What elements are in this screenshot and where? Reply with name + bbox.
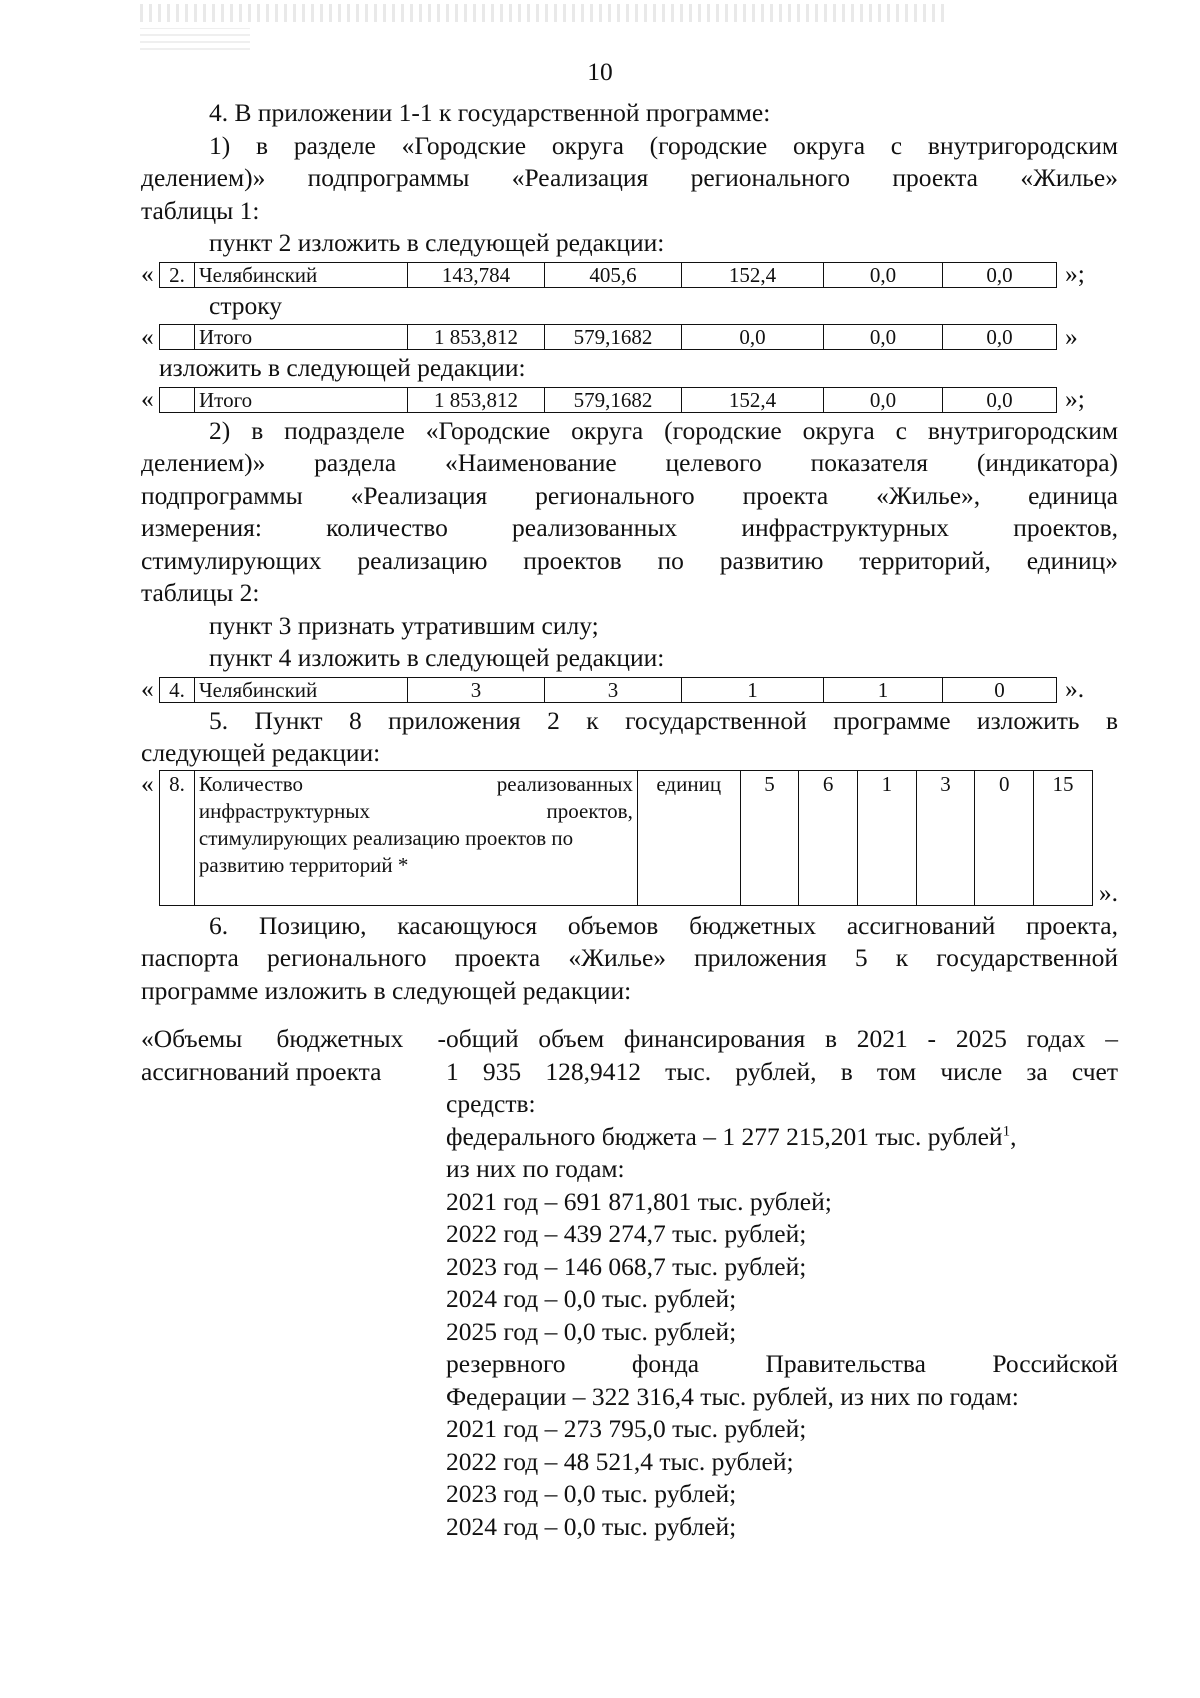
cell-v3: 152,4 — [682, 262, 824, 287]
s5-line-2: следующей редакции: — [141, 738, 381, 767]
s6-line-1: 6. Позицию, касающуюся объемов бюджетных ассигнований проекта, — [209, 910, 1118, 940]
funding-block — [141, 1023, 1118, 1543]
cell-v5: 0,0 — [943, 387, 1057, 412]
funding-line-8: 2023 год – 146 068,7 тыс. рублей; — [446, 1251, 807, 1281]
indicator-line-2: инфраструктурных проектов, — [198, 798, 633, 823]
page-number: 10 — [587, 57, 613, 86]
cell-value: 5 — [740, 770, 799, 905]
cell-v1: 1 853,812 — [408, 387, 545, 412]
cell-v3: 1 — [682, 677, 824, 702]
cell-v2: 579,1682 — [545, 387, 682, 412]
close-quote: ». — [1065, 674, 1085, 704]
funding-line-14: 2022 год – 48 521,4 тыс. рублей; — [446, 1446, 794, 1476]
line-intro: строку — [209, 290, 283, 320]
close-quote: »; — [1065, 384, 1085, 414]
appendix2-row-8 — [159, 770, 1093, 906]
funding-line-7: 2022 год – 439 274,7 тыс. рублей; — [446, 1219, 807, 1248]
scan-artifact-top — [140, 4, 950, 22]
table2-row-4-line — [141, 675, 1118, 705]
cell-v1: 143,784 — [408, 262, 545, 287]
indicator-line-4: развитию территорий * — [198, 852, 409, 877]
cell-v1: 3 — [408, 677, 545, 702]
funding-line-4 — [446, 1121, 1118, 1154]
cell-name: Итого — [195, 387, 408, 412]
funding-line-5: из них по годам: — [446, 1154, 625, 1183]
cell-v2: 579,1682 — [545, 325, 682, 350]
s4-p1-line-1: 1) в разделе «Городские округа (городские округа с внутригородским — [209, 130, 1118, 160]
s4-p2-line-1: 2) в подразделе «Городские округа (городские округа с внутригородским — [209, 415, 1118, 445]
funding-line-15: 2023 год – 0,0 тыс. рублей; — [446, 1479, 737, 1508]
s4-p2-line-3: подпрограммы «Реализация регионального проекта «Жилье», единица — [141, 480, 1118, 510]
appendix2-row-8-line — [141, 770, 1118, 906]
table1-row-2-line — [141, 260, 1118, 290]
cell-v4: 0,0 — [824, 325, 943, 350]
section-4-heading: 4. В приложении 1-1 к государственной программе: — [209, 98, 771, 127]
open-quote: « — [141, 674, 154, 704]
table2-row-4 — [159, 677, 1057, 703]
cell-v3: 0,0 — [682, 325, 824, 350]
indicator-line-1: Количество реализованных — [198, 771, 633, 796]
federal-budget-text: федерального бюджета – 1 277 215,201 тыс. рублей — [446, 1121, 1003, 1151]
indicator-line-3: стимулирующих реализацию проектов по — [198, 825, 574, 850]
s6-line-2: паспорта регионального проекта «Жилье» приложения 5 к государственной — [141, 943, 1118, 972]
table1-total-old-line — [141, 322, 1118, 352]
cell-value: 15 — [1034, 770, 1093, 905]
cell-v2: 3 — [545, 677, 682, 702]
cell-v5: 0,0 — [943, 325, 1057, 350]
cell-unit: единиц — [637, 770, 740, 905]
total-intro: изложить в следующей редакции: — [159, 353, 526, 382]
open-quote: « — [141, 768, 154, 798]
cell-value: 1 — [857, 770, 916, 905]
cell-v4: 0,0 — [824, 387, 943, 412]
funding-line-12: Федерации – 322 316,4 тыс. рублей, из них по годам: — [446, 1381, 1019, 1411]
funding-label — [141, 1023, 446, 1543]
close-quote: » — [1065, 321, 1078, 351]
cell-num — [160, 325, 195, 350]
funding-line-16: 2024 год – 0,0 тыс. рублей; — [446, 1511, 737, 1541]
cell-v1: 1 853,812 — [408, 325, 545, 350]
cell-v4: 0,0 — [824, 262, 943, 287]
document-body — [141, 97, 1118, 1543]
close-quote: ». — [1098, 877, 1118, 907]
cell-v5: 0,0 — [943, 262, 1057, 287]
cell-num: 4. — [160, 677, 195, 702]
s4-p2-line-5: стимулирующих реализацию проектов по развитию территорий, единиц» — [141, 545, 1118, 575]
cell-value: 6 — [799, 770, 858, 905]
s5-line-1: 5. Пункт 8 приложения 2 к государственной программе изложить в — [209, 705, 1118, 735]
s4-p2-line-2: делением)» раздела «Наименование целевого показателя (индикатора) — [141, 448, 1118, 477]
open-quote: « — [141, 384, 154, 414]
table1-total-new-line — [141, 385, 1118, 415]
cell-v3: 152,4 — [682, 387, 824, 412]
cell-v4: 1 — [824, 677, 943, 702]
s4-p2-line-6: таблицы 2: — [141, 578, 260, 607]
cell-value: 0 — [975, 770, 1034, 905]
cell-num: 8. — [160, 770, 195, 905]
footnote-suffix: , — [1010, 1121, 1017, 1151]
funding-line-6: 2021 год – 691 871,801 тыс. рублей; — [446, 1186, 832, 1216]
item-2-intro: пункт 2 изложить в следующей редакции: — [209, 228, 665, 257]
funding-line-9: 2024 год – 0,0 тыс. рублей; — [446, 1284, 737, 1313]
funding-line-10: 2025 год – 0,0 тыс. рублей; — [446, 1316, 737, 1346]
open-quote: « — [141, 321, 154, 351]
cell-name: Челябинский — [195, 677, 408, 702]
cell-name: Челябинский — [195, 262, 408, 287]
funding-label-line-1: «Объемы бюджетных - — [141, 1024, 446, 1053]
scan-artifact-left — [140, 28, 250, 50]
footnote-marker: 1 — [1002, 1123, 1011, 1139]
funding-line-13: 2021 год – 273 795,0 тыс. рублей; — [446, 1414, 807, 1443]
s4-p2-line-4: измерения: количество реализованных инфраструктурных проектов, — [141, 513, 1118, 542]
cell-num — [160, 387, 195, 412]
funding-line-2: 1 935 128,9412 тыс. рублей, в том числе за счет — [446, 1056, 1118, 1086]
s4-p1-line-3: таблицы 1: — [141, 195, 260, 225]
close-quote: »; — [1065, 259, 1085, 289]
s4-p1-line-2: делением)» подпрограммы «Реализация регионального проекта «Жилье» — [141, 163, 1118, 192]
cell-value: 3 — [916, 770, 975, 905]
item-4-intro: пункт 4 изложить в следующей редакции: — [209, 643, 665, 672]
item-3: пункт 3 признать утратившим силу; — [209, 610, 599, 640]
s6-line-3: программе изложить в следующей редакции: — [141, 975, 632, 1005]
cell-v2: 405,6 — [545, 262, 682, 287]
table1-row-2 — [159, 262, 1057, 288]
table1-total-old — [159, 324, 1057, 350]
funding-details — [446, 1023, 1118, 1543]
cell-num: 2. — [160, 262, 195, 287]
funding-label-line-2: ассигнований проекта — [141, 1056, 382, 1086]
open-quote: « — [141, 259, 154, 289]
cell-name: Итого — [195, 325, 408, 350]
cell-indicator-name — [194, 770, 637, 905]
funding-line-11: резервного фонда Правительства Российской — [446, 1349, 1118, 1378]
table1-total-new — [159, 387, 1057, 413]
funding-line-1: общий объем финансирования в 2021 - 2025 годах – — [446, 1024, 1118, 1053]
cell-v5: 0 — [943, 677, 1057, 702]
funding-line-3: средств: — [446, 1089, 536, 1118]
